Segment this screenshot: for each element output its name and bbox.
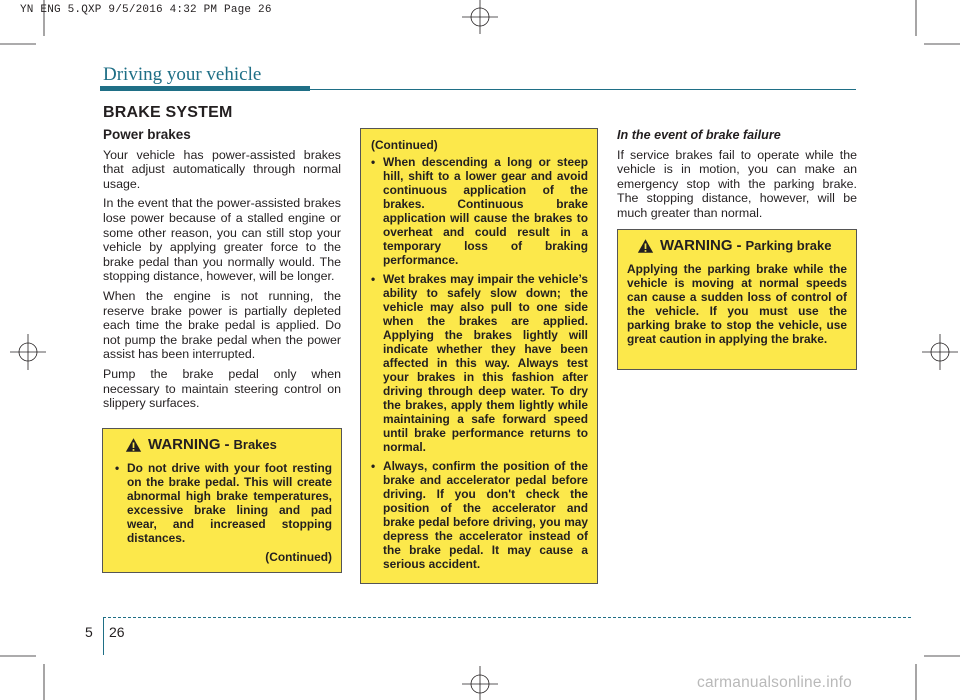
- registration-mark-icon: [10, 334, 46, 370]
- warning-parking-brake-box: [617, 229, 857, 370]
- registration-mark-icon: [462, 0, 498, 34]
- warning-bullets: [115, 461, 332, 545]
- warning-heading: [637, 238, 847, 254]
- paragraph: If service brakes fail to operate while the vehicle is in motion, you can make an emergency stop with the parking brake. The stopping distance, however, will be much greater than normal.: [617, 147, 857, 220]
- footer-section-number: 5: [85, 624, 93, 640]
- paragraph: Pump the brake pedal only when necessary to maintain steering control on slippery surfaces.: [103, 366, 341, 411]
- warning-triangle-icon: [125, 437, 142, 453]
- column-brake-failure: [617, 128, 857, 226]
- warning-subject: Parking brake: [745, 238, 832, 253]
- header-rule-thin: [310, 89, 856, 90]
- list-item: • Do not drive with your foot resting on the brake pedal. This will create abnormal high brake temperatures, excessive brake lining and pad wear, and increased stopping distances.: [115, 461, 332, 545]
- section-title: BRAKE SYSTEM: [103, 104, 233, 121]
- continued-label: (Continued): [371, 138, 438, 152]
- warning-word: WARNING: [148, 436, 221, 453]
- list-item: • When descending a long or steep hill, shift to a lower gear and avoid continuous application of the brakes. Continuous brake application will cause the brakes to overheat and could result in a temporary loss of braking performance.: [371, 155, 588, 267]
- list-item: • Wet brakes may impair the vehicle’s ability to safely slow down; the vehicle may also pull to one side when the brakes are applied. Applying the brakes lightly will indicate whether they have been affected in this way. Always test your brakes in this fashion after driving through deep water. To dry the brakes, apply them lightly while maintaining a safe forward speed until brake performance returns to normal.: [371, 272, 588, 454]
- header-rule-thick: [100, 86, 310, 91]
- brake-failure-heading: In the event of brake failure: [617, 128, 781, 142]
- column-power-brakes: [103, 128, 341, 416]
- footer-page-number: 26: [109, 624, 125, 640]
- footer-rule: [103, 617, 911, 618]
- warning-separator: -: [224, 436, 230, 453]
- warning-subject: Brakes: [233, 437, 277, 452]
- warning-brakes-box: [102, 428, 342, 573]
- warning-continued-box: [360, 128, 598, 584]
- warning-triangle-icon: [637, 238, 654, 254]
- registration-mark-icon: [462, 666, 498, 700]
- power-brakes-heading: Power brakes: [103, 127, 191, 142]
- paragraph: Your vehicle has power-assisted brakes that adjust automatically through normal usage.: [103, 147, 341, 191]
- watermark: carmanualsonline.info: [697, 674, 852, 691]
- footer-divider: [103, 617, 104, 655]
- warning-separator: -: [736, 237, 742, 254]
- running-header-title: Driving your vehicle: [103, 64, 262, 85]
- printer-slug: YN ENG 5.QXP 9/5/2016 4:32 PM Page 26: [20, 4, 272, 16]
- paragraph: In the event that the power-assisted brakes lose power because of a stalled engine or some other reason, you can still stop your vehicle by applying greater force to the brake pedal than you normally would. The stopping distance, however, will be longer.: [103, 196, 341, 284]
- paragraph: When the engine is not running, the reserve brake power is partially depleted each time the brake pedal is applied. Do not pump the brake pedal when the power assist has been interrupted.: [103, 288, 341, 362]
- warning-heading: [125, 437, 332, 453]
- warning-word: WARNING: [660, 237, 733, 254]
- registration-mark-icon: [922, 334, 958, 370]
- warning-text: Applying the parking brake while the vehicle is moving at normal speeds can cause a sudden loss of control of the vehicle. If you must use the parking brake to stop the vehicle, use great caution in applying the brake.: [627, 262, 847, 346]
- warning-bullets: [371, 155, 588, 571]
- list-item: • Always, confirm the position of the brake and accelerator pedal before driving. If you don't check the position of the accelerator and brake pedal before driving, you may depress the accelerator instead of the brake pedal. It may cause a serious accident.: [371, 459, 588, 571]
- continued-label: (Continued): [265, 550, 332, 564]
